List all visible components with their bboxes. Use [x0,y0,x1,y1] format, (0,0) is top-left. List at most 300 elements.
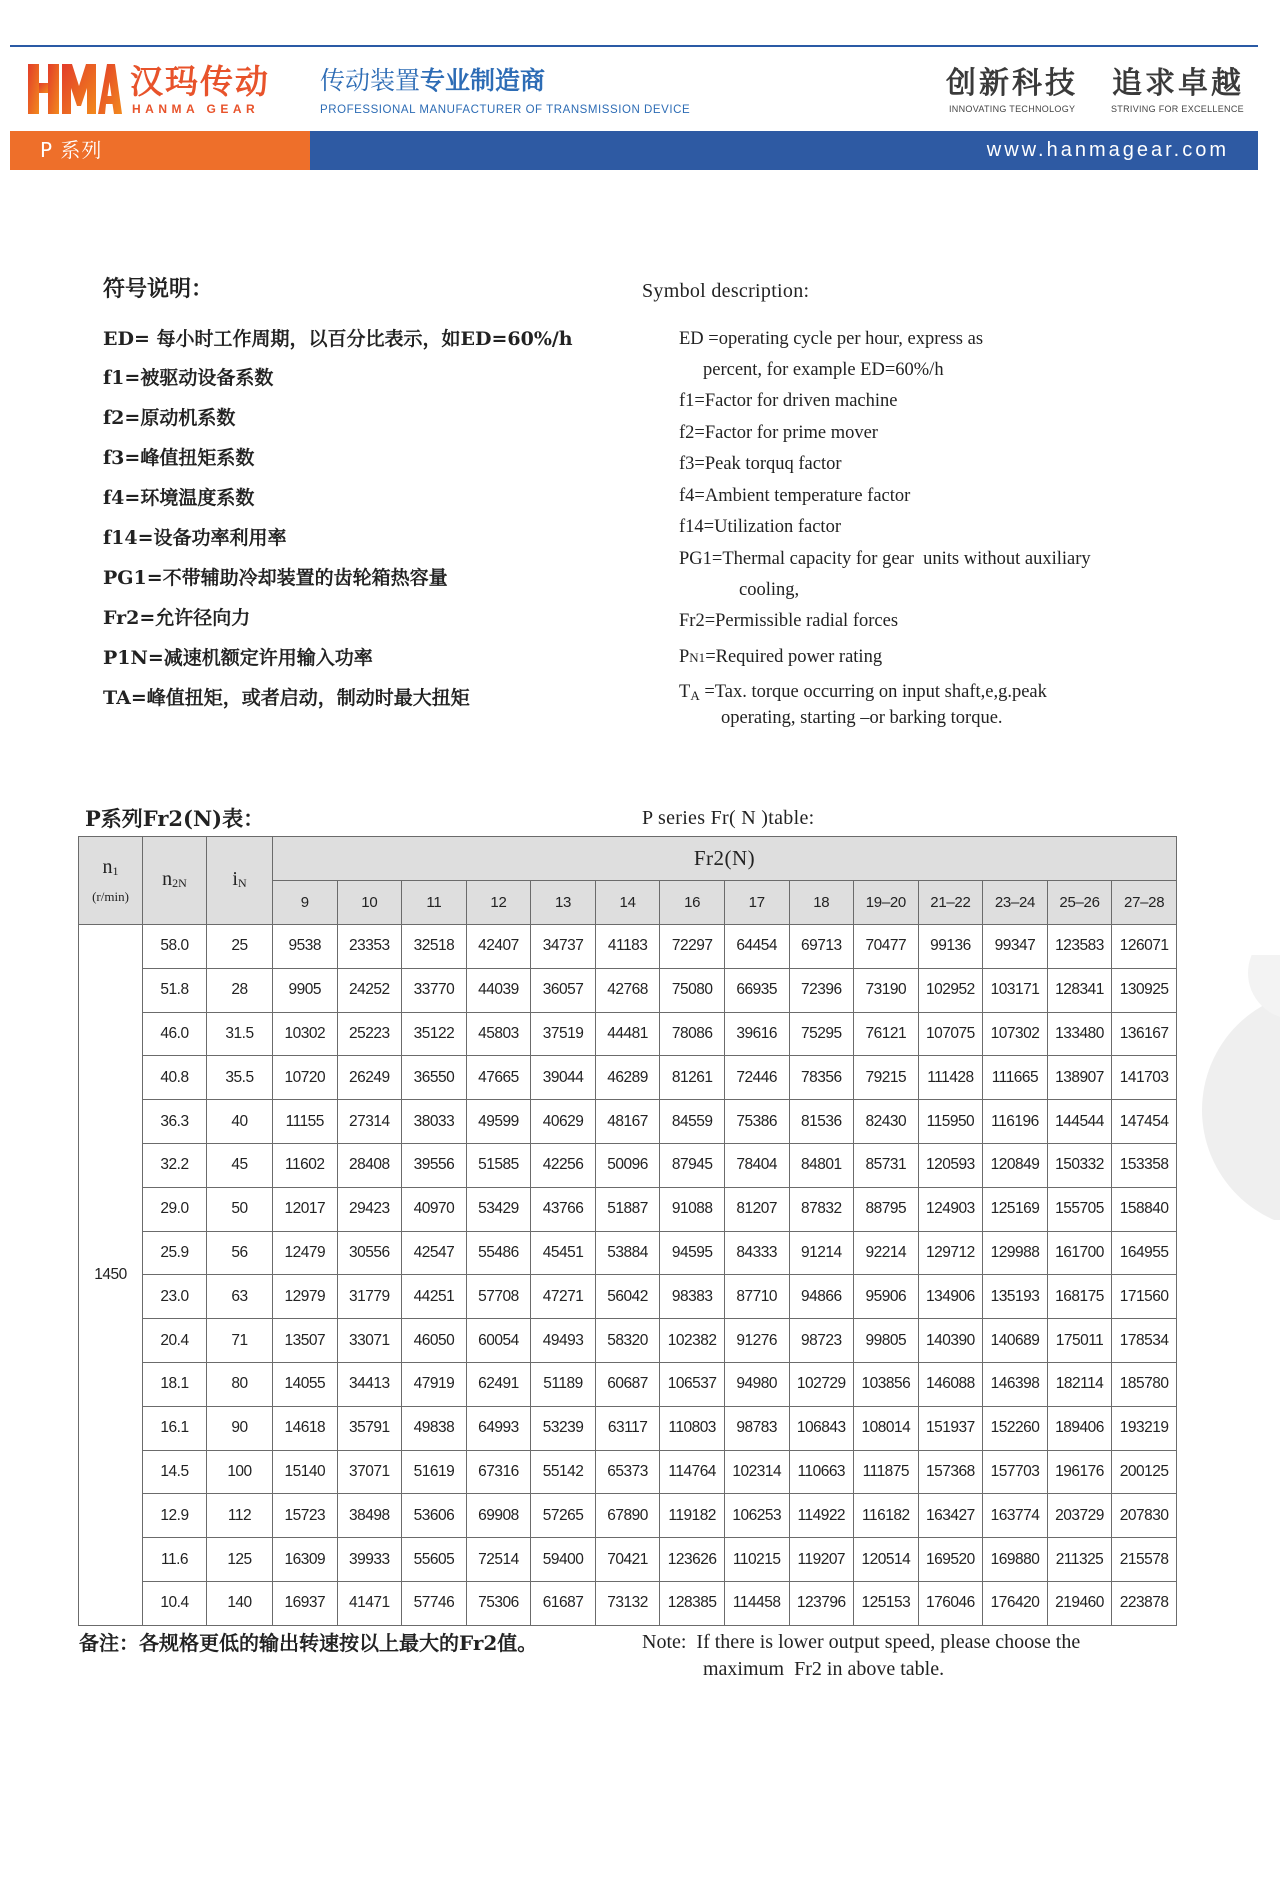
fr2-cell: 51887 [595,1187,660,1231]
fr2-cell: 126071 [1112,925,1177,969]
fr2-cell: 12479 [273,1231,338,1275]
fr2-cell: 43766 [531,1187,596,1231]
fr2-cell: 10302 [273,1012,338,1056]
n2-cell: 25.9 [143,1231,207,1275]
i-cell: 140 [207,1581,273,1625]
fr2-cell: 35122 [402,1012,467,1056]
n2-cell: 51.8 [143,968,207,1012]
fr2-cell: 88795 [854,1187,919,1231]
fr2-cell: 123583 [1047,925,1112,969]
fr2-cell: 129712 [918,1231,983,1275]
fr2-cell: 25223 [337,1012,402,1056]
fr2-cell: 72396 [789,968,854,1012]
fr2-cell: 48167 [595,1100,660,1144]
fr2-cell: 56042 [595,1275,660,1319]
n1-unit: (r/min) [92,888,129,904]
n2-symbol [143,868,206,894]
i-cell: 63 [207,1275,273,1319]
fr2-cell: 37071 [337,1450,402,1494]
fr2-cell: 102952 [918,968,983,1012]
fr2-cell: 39044 [531,1056,596,1100]
fr2-cell: 102314 [724,1450,789,1494]
fr2-cell: 12979 [273,1275,338,1319]
fr2-cell: 103171 [983,968,1048,1012]
hma-logo-icon [26,62,122,116]
table-row [79,925,1177,969]
fr2-cell: 53239 [531,1406,596,1450]
fr2-cell: 119182 [660,1494,725,1538]
fr2-cell: 111875 [854,1450,919,1494]
i-cell: 28 [207,968,273,1012]
symbol-en-ed: ED =operating cycle per hour, express as [679,329,984,349]
fr2-cell: 108014 [854,1406,919,1450]
size-header: 19–20 [854,881,919,925]
fr2-cell: 125153 [854,1581,919,1625]
fr2-cell: 98723 [789,1319,854,1363]
size-header: 18 [789,881,854,925]
brand-name-cn: 汉玛传动 [130,62,270,101]
fr2-cell: 200125 [1112,1450,1177,1494]
fr2-cell: 141703 [1112,1056,1177,1100]
size-header: 16 [660,881,725,925]
symbol-en-pg1-cont: cooling, [739,580,800,600]
fr2-cell: 87832 [789,1187,854,1231]
fr2-cell: 138907 [1047,1056,1112,1100]
n2-cell: 14.5 [143,1450,207,1494]
fr2-cell: 157703 [983,1450,1048,1494]
fr2-cell: 42768 [595,968,660,1012]
fr2-cell: 169880 [983,1538,1048,1582]
fr2-cell: 99805 [854,1319,919,1363]
fr2-cell: 15140 [273,1450,338,1494]
fr2-cell: 51189 [531,1362,596,1406]
fr2-cell: 46050 [402,1319,467,1363]
fr2-cell: 75080 [660,968,725,1012]
fr2-cell: 49493 [531,1319,596,1363]
tagline-cn [320,66,545,96]
fr2-cell: 41183 [595,925,660,969]
fr2-cell: 164955 [1112,1231,1177,1275]
size-header: 10 [337,881,402,925]
symbol-title-cn: 符号说明： [103,276,214,302]
note-en-line-2: maximum Fr2 in above table. [703,1658,945,1680]
fr2-cell: 36550 [402,1056,467,1100]
n2-cell: 29.0 [143,1187,207,1231]
fr2-cell: 64993 [466,1406,531,1450]
fr2-cell: 47665 [466,1056,531,1100]
symbol-cn-f1: f1=被驱动设备系数 [103,367,274,389]
fr2-cell: 182114 [1047,1362,1112,1406]
fr2-cell: 10720 [273,1056,338,1100]
fr2-cell: 75386 [724,1100,789,1144]
fr2-cell: 87710 [724,1275,789,1319]
fr2-cell: 193219 [1112,1406,1177,1450]
n2-cell: 32.2 [143,1143,207,1187]
fr2-cell: 79215 [854,1056,919,1100]
fr2-cell: 102729 [789,1362,854,1406]
fr2-cell: 140390 [918,1319,983,1363]
fr2-cell: 75295 [789,1012,854,1056]
fr2-cell: 129988 [983,1231,1048,1275]
fr2-cell: 120514 [854,1538,919,1582]
symbol-cn-f4: f4=环境温度系数 [103,487,255,509]
fr2-cell: 128341 [1047,968,1112,1012]
fr2-cell: 31779 [337,1275,402,1319]
fr2-cell: 81261 [660,1056,725,1100]
table-row [79,1056,1177,1100]
fr2-cell: 78086 [660,1012,725,1056]
fr2-cell: 49599 [466,1100,531,1144]
tagline-cn-bold: 专业制造商 [420,66,546,95]
fr2-cell: 44039 [466,968,531,1012]
size-header: 21–22 [918,881,983,925]
n2-cell: 18.1 [143,1362,207,1406]
fr2-cell: 95906 [854,1275,919,1319]
fr2-cell: 85731 [854,1143,919,1187]
header-top-rule [10,45,1258,47]
note-cn: 备注：各规格更低的输出转速按以上最大的Fr2值。 [79,1631,538,1655]
fr2-cell: 94866 [789,1275,854,1319]
table-row [79,1187,1177,1231]
i-cell: 45 [207,1143,273,1187]
symbol-en-ta [679,680,1047,708]
fr2-cell: 72297 [660,925,725,969]
fr2-cell: 53429 [466,1187,531,1231]
fr2-cell: 106253 [724,1494,789,1538]
fr2-cell: 27314 [337,1100,402,1144]
fr2-cell: 133480 [1047,1012,1112,1056]
slogan-excellence-en: STRIVING FOR EXCELLENCE [1111,104,1244,114]
symbol-en-f4: f4=Ambient temperature factor [679,486,911,506]
fr2-cell: 64454 [724,925,789,969]
fr2-cell: 102382 [660,1319,725,1363]
fr2-cell: 28408 [337,1143,402,1187]
table-title-cn: P系列Fr2(N)表： [85,806,265,831]
fr2-cell: 60687 [595,1362,660,1406]
symbol-cn-f2: f2=原动机系数 [103,407,236,429]
fr2-cell: 66935 [724,968,789,1012]
fr2-cell: 42547 [402,1231,467,1275]
fr2-cell: 41471 [337,1581,402,1625]
n2-cell: 40.8 [143,1056,207,1100]
n2-cell: 12.9 [143,1494,207,1538]
fr2-cell: 146398 [983,1362,1048,1406]
fr2-cell: 111428 [918,1056,983,1100]
pn1-symbol: P [679,647,690,667]
fr2-cell: 82430 [854,1100,919,1144]
fr2-cell: 196176 [1047,1450,1112,1494]
n1-subscript: 1 [112,863,119,878]
n2-subscript: 2N [172,875,187,890]
i-symbol [207,868,272,894]
fr2-cell: 40629 [531,1100,596,1144]
fr2-cell: 40970 [402,1187,467,1231]
ta-subscript: A [690,688,700,703]
table-row [79,1012,1177,1056]
fr2-cell: 116182 [854,1494,919,1538]
n2-cell: 20.4 [143,1319,207,1363]
fr2-cell: 114458 [724,1581,789,1625]
fr2-cell: 134906 [918,1275,983,1319]
fr2-cell: 39616 [724,1012,789,1056]
fr2-cell: 29423 [337,1187,402,1231]
fr2-cell: 168175 [1047,1275,1112,1319]
fr2-cell: 155705 [1047,1187,1112,1231]
i-cell: 100 [207,1450,273,1494]
i-cell: 90 [207,1406,273,1450]
fr2-cell: 111665 [983,1056,1048,1100]
i-cell: 50 [207,1187,273,1231]
fr2-cell: 53884 [595,1231,660,1275]
fr2-cell: 37519 [531,1012,596,1056]
symbol-en-f14: f14=Utilization factor [679,517,841,537]
table-row [79,1319,1177,1363]
fr2-cell: 175011 [1047,1319,1112,1363]
fr2-cell: 63117 [595,1406,660,1450]
fr2-cell: 57746 [402,1581,467,1625]
fr2-cell: 144544 [1047,1100,1112,1144]
fr2-cell: 136167 [1112,1012,1177,1056]
series-label: P 系列 [40,138,103,162]
fr2-cell: 147454 [1112,1100,1177,1144]
fr2-cell: 150332 [1047,1143,1112,1187]
fr2-cell: 50096 [595,1143,660,1187]
fr2-cell: 51619 [402,1450,467,1494]
fr2-cell: 44251 [402,1275,467,1319]
fr2-cell: 99347 [983,925,1048,969]
symbol-en-f2: f2=Factor for prime mover [679,423,878,443]
fr2-cell: 55486 [466,1231,531,1275]
table-header [79,837,1177,925]
fr2-cell: 55142 [531,1450,596,1494]
size-header: 27–28 [1112,881,1177,925]
fr2-cell: 120593 [918,1143,983,1187]
size-header: 13 [531,881,596,925]
fr2-cell: 110215 [724,1538,789,1582]
fr2-cell: 103856 [854,1362,919,1406]
fr2-cell: 215578 [1112,1538,1177,1582]
fr2-cell: 178534 [1112,1319,1177,1363]
n2-cell: 16.1 [143,1406,207,1450]
fr2-cell: 11602 [273,1143,338,1187]
fr2-cell: 12017 [273,1187,338,1231]
fr2-cell: 75306 [466,1581,531,1625]
fr2-cell: 24252 [337,968,402,1012]
fr2-cell: 33770 [402,968,467,1012]
table-row [79,1494,1177,1538]
fr2-cell: 124903 [918,1187,983,1231]
fr2-cell: 39933 [337,1538,402,1582]
fr2-cell: 42407 [466,925,531,969]
fr2-cell: 163427 [918,1494,983,1538]
fr2-cell: 44481 [595,1012,660,1056]
table-row [79,1362,1177,1406]
fr2-cell: 58320 [595,1319,660,1363]
fr2-cell: 70477 [854,925,919,969]
size-header: 9 [273,881,338,925]
table-row [79,1275,1177,1319]
fr2-cell: 34737 [531,925,596,969]
fr2-group-header: Fr2(N) [273,837,1177,881]
fr2-cell: 84559 [660,1100,725,1144]
symbol-cn-fr2: Fr2=允许径向力 [103,607,251,629]
table-row [79,1581,1177,1625]
fr2-cell: 46289 [595,1056,660,1100]
symbol-en-ed-cont: percent, for example ED=60%/h [703,360,944,380]
ta-text: =Tax. torque occurring on input shaft,e,g.peak [699,682,1047,702]
fr2-cell: 116196 [983,1100,1048,1144]
n2-cell: 36.3 [143,1100,207,1144]
table-row [79,1406,1177,1450]
slogan-innovating-en: INNOVATING TECHNOLOGY [949,104,1076,114]
n2-cell: 11.6 [143,1538,207,1582]
fr2-cell: 115950 [918,1100,983,1144]
fr2-cell: 73190 [854,968,919,1012]
i-cell: 112 [207,1494,273,1538]
fr2-cell: 158840 [1112,1187,1177,1231]
ta-symbol: T [679,682,691,702]
fr2-cell: 67316 [466,1450,531,1494]
pn1-subscript: N1 [689,650,706,665]
note-en-line-1: Note: If there is lower output speed, please choose the [642,1631,1081,1653]
fr2-cell: 57265 [531,1494,596,1538]
symbol-cn-pg1: PG1=不带辅助冷却装置的齿轮箱热容量 [103,567,448,589]
table-row [79,1100,1177,1144]
fr2-cell: 23353 [337,925,402,969]
size-header: 17 [724,881,789,925]
table-row [79,1143,1177,1187]
fr2-cell: 125169 [983,1187,1048,1231]
fr2-cell: 114922 [789,1494,854,1538]
fr2-cell: 106537 [660,1362,725,1406]
fr2-cell: 94595 [660,1231,725,1275]
fr2-cell: 87945 [660,1143,725,1187]
fr2-cell: 53606 [402,1494,467,1538]
pn1-text: =Required power rating [705,647,883,667]
fr2-cell: 106843 [789,1406,854,1450]
fr2-cell: 34413 [337,1362,402,1406]
fr2-cell: 69713 [789,925,854,969]
fr2-cell: 38498 [337,1494,402,1538]
n2-cell: 58.0 [143,925,207,969]
fr2-cell: 152260 [983,1406,1048,1450]
fr2-cell: 39556 [402,1143,467,1187]
fr2-cell: 81207 [724,1187,789,1231]
fr2-cell: 153358 [1112,1143,1177,1187]
symbol-cn-ed: ED= 每小时工作周期，以百分比表示，如ED=60%/h [103,328,573,350]
symbol-cn-ta: TA=峰值扭矩，或者启动，制动时最大扭矩 [103,687,470,709]
fr2-cell: 13507 [273,1319,338,1363]
fr2-table [78,836,1177,1626]
table-row [79,1450,1177,1494]
symbol-en-fr2: Fr2=Permissible radial forces [679,611,899,631]
table-title-en: P series Fr( N )table: [642,807,815,829]
tagline-en: PROFESSIONAL MANUFACTURER OF TRANSMISSION DEVICE [320,104,691,116]
n2-cell: 46.0 [143,1012,207,1056]
website-url: www.hanmagear.com [986,139,1229,161]
table-row [79,1538,1177,1582]
fr2-cell: 33071 [337,1319,402,1363]
fr2-cell: 171560 [1112,1275,1177,1319]
fr2-cell: 70421 [595,1538,660,1582]
fr2-cell: 207830 [1112,1494,1177,1538]
fr2-cell: 123796 [789,1581,854,1625]
fr2-cell: 114764 [660,1450,725,1494]
fr2-cell: 189406 [1047,1406,1112,1450]
fr2-cell: 107075 [918,1012,983,1056]
fr2-cell: 76121 [854,1012,919,1056]
fr2-cell: 72446 [724,1056,789,1100]
i-cell: 56 [207,1231,273,1275]
i-cell: 125 [207,1538,273,1582]
n1-header [79,837,143,925]
table-row [79,1231,1177,1275]
fr2-cell: 62491 [466,1362,531,1406]
n1-symbol [79,856,142,882]
fr2-cell: 14055 [273,1362,338,1406]
fr2-cell: 219460 [1047,1581,1112,1625]
fr2-cell: 211325 [1047,1538,1112,1582]
size-header: 23–24 [983,881,1048,925]
fr2-cell: 9538 [273,925,338,969]
fr2-cell: 110663 [789,1450,854,1494]
symbol-en-pg1: PG1=Thermal capacity for gear units without auxiliary [679,549,1091,569]
fr2-cell: 176046 [918,1581,983,1625]
fr2-cell: 45803 [466,1012,531,1056]
fr2-cell: 185780 [1112,1362,1177,1406]
n2-cell: 10.4 [143,1581,207,1625]
fr2-cell: 47271 [531,1275,596,1319]
fr2-cell: 120849 [983,1143,1048,1187]
i-cell: 80 [207,1362,273,1406]
fr2-cell: 157368 [918,1450,983,1494]
i-header [207,837,273,925]
symbol-title-en: Symbol description: [642,280,810,302]
slogan-innovating-cn: 创新科技 [946,66,1078,101]
i-letter: i [232,867,238,890]
fr2-cell: 47919 [402,1362,467,1406]
fr2-cell: 123626 [660,1538,725,1582]
i-cell: 40 [207,1100,273,1144]
fr2-cell: 15723 [273,1494,338,1538]
fr2-cell: 163774 [983,1494,1048,1538]
fr2-cell: 35791 [337,1406,402,1450]
fr2-cell: 203729 [1047,1494,1112,1538]
fr2-cell: 119207 [789,1538,854,1582]
size-header: 12 [466,881,531,925]
fr2-cell: 14618 [273,1406,338,1450]
fr2-cell: 55605 [402,1538,467,1582]
fr2-cell: 73132 [595,1581,660,1625]
fr2-cell: 61687 [531,1581,596,1625]
fr2-cell: 78404 [724,1143,789,1187]
fr2-cell: 9905 [273,968,338,1012]
fr2-cell: 91276 [724,1319,789,1363]
fr2-cell: 107302 [983,1012,1048,1056]
header-row-group [79,837,1177,881]
fr2-cell: 91214 [789,1231,854,1275]
fr2-cell: 92214 [854,1231,919,1275]
table-body [79,925,1177,1626]
fr2-cell: 32518 [402,925,467,969]
fr2-cell: 169520 [918,1538,983,1582]
brand-name-en: HANMA GEAR [132,102,260,116]
symbol-en-ta-cont: operating, starting –or barking torque. [721,708,1003,728]
i-cell: 35.5 [207,1056,273,1100]
tagline-cn-regular: 传动装置 [320,66,421,95]
symbol-en-f1: f1=Factor for driven machine [679,391,898,411]
fr2-cell: 128385 [660,1581,725,1625]
